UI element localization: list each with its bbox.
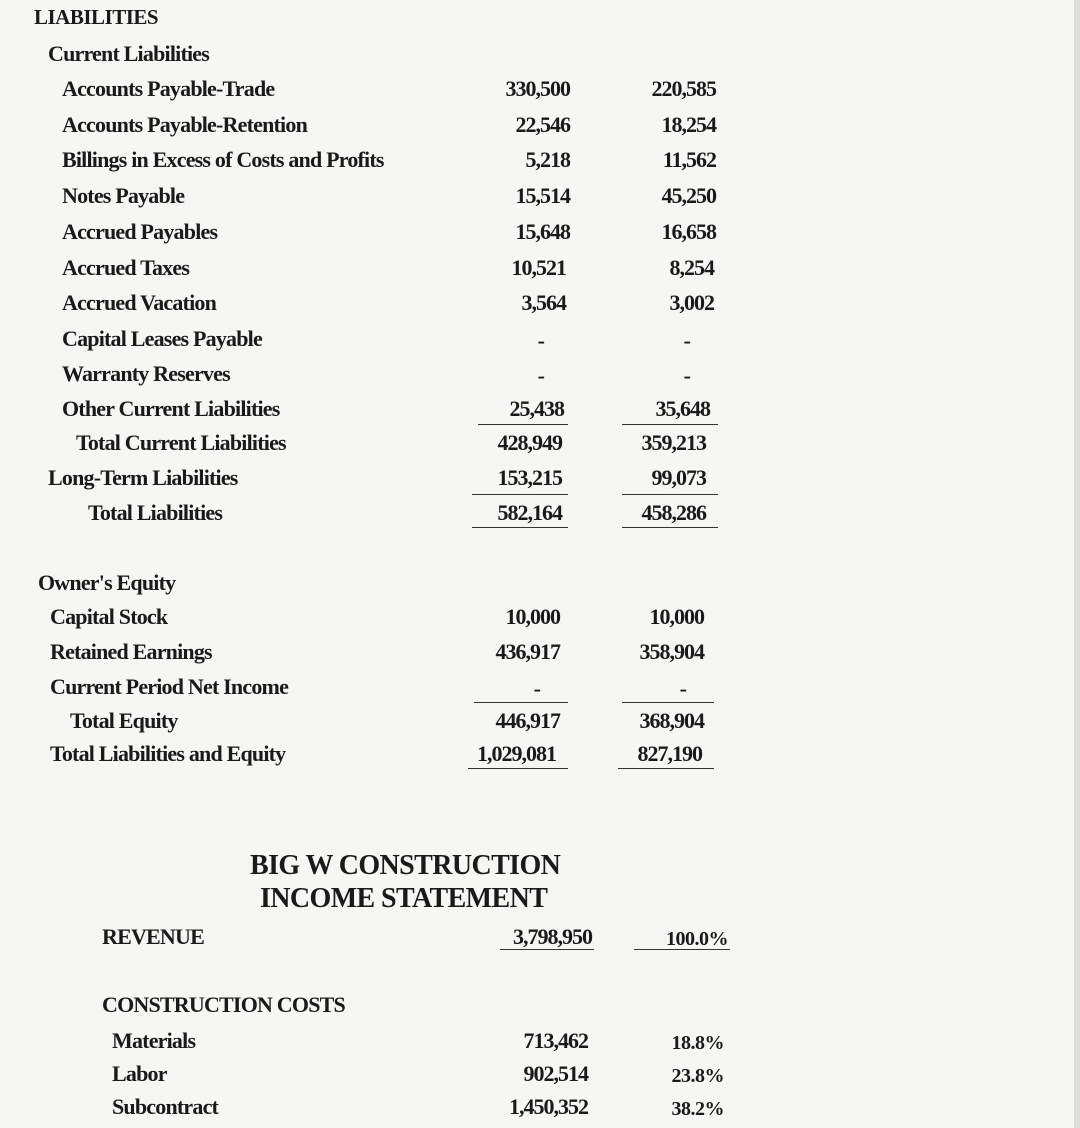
line-item-value-col1: - [537,363,544,388]
construction-costs-heading: CONSTRUCTION COSTS [102,992,345,1017]
cost-item-amount: 713,462 [523,1028,588,1053]
line-item-value-col2: - [683,363,690,388]
subtotal-rule [478,424,568,425]
line-item-value-col1: 330,500 [505,76,570,101]
line-item-value-col1: 15,514 [515,183,570,208]
subtotal-rule [474,702,568,703]
total-liabilities-equity-label: Total Liabilities and Equity [50,741,286,766]
long-term-liabilities-col1: 153,215 [497,465,562,490]
company-name: BIG W CONSTRUCTION [250,850,561,881]
total-current-liabilities-col1: 428,949 [497,430,562,455]
line-item-value-col2: 3,002 [669,290,714,315]
owners-equity-heading: Owner's Equity [38,570,176,595]
line-item-label: Accounts Payable-Retention [62,112,308,137]
line-item-label: Accounts Payable-Trade [62,76,275,101]
line-item-value-col1: 10,521 [511,255,566,280]
line-item-value-col1: 10,000 [505,604,560,629]
line-item-label: Warranty Reserves [62,361,230,386]
cost-item-amount: 1,450,352 [509,1094,588,1119]
line-item-value-col2: - [683,328,690,353]
line-item-value-col2: 8,254 [669,255,714,280]
revenue-label: REVENUE [102,924,204,949]
long-term-liabilities-label: Long-Term Liabilities [48,465,238,490]
total-liabilities-equity-col1: 1,029,081 [477,741,556,766]
revenue-percent: 100.0% [666,928,728,950]
current-liabilities-heading: Current Liabilities [48,41,210,66]
cost-item-percent: 18.8% [671,1032,724,1054]
line-item-value-col1: - [533,676,540,701]
long-term-liabilities-col2: 99,073 [651,465,706,490]
line-item-value-col1: - [537,328,544,353]
revenue-rule [500,949,594,950]
line-item-value-col1: 25,438 [509,396,564,421]
line-item-label: Accrued Payables [62,219,218,244]
line-item-value-col2: 11,562 [662,147,716,172]
cost-item-label: Materials [112,1028,196,1053]
total-rule [468,768,568,769]
cost-item-label: Labor [112,1061,167,1086]
line-item-label: Notes Payable [62,183,185,208]
page-edge [1074,0,1080,1128]
cost-item-percent: 38.2% [671,1098,724,1120]
line-item-label: Current Period Net Income [50,674,289,699]
subtotal-rule [622,702,714,703]
subtotal-rule [622,494,718,495]
subtotal-rule [472,494,568,495]
line-item-value-col1: 436,917 [495,639,560,664]
revenue-pct-rule [634,949,730,950]
total-equity-col1: 446,917 [495,708,560,733]
line-item-value-col2: - [679,676,686,701]
line-item-value-col2: 358,904 [639,639,704,664]
line-item-value-col2: 16,658 [661,219,716,244]
liabilities-heading: LIABILITIES [34,5,159,29]
line-item-value-col1: 22,546 [515,112,570,137]
total-liabilities-equity-col2: 827,190 [637,741,702,766]
total-equity-col2: 368,904 [639,708,704,733]
line-item-value-col2: 18,254 [661,112,716,137]
line-item-value-col2: 35,648 [655,396,710,421]
line-item-value-col1: 5,218 [525,147,570,172]
total-rule [618,768,714,769]
total-equity-label: Total Equity [70,708,178,733]
line-item-label: Retained Earnings [50,639,212,664]
line-item-value-col2: 45,250 [661,183,716,208]
total-liabilities-label: Total Liabilities [88,500,223,525]
line-item-label: Billings in Excess of Costs and Profits [62,147,384,172]
line-item-label: Capital Leases Payable [62,326,262,351]
total-liabilities-col2: 458,286 [641,500,706,525]
line-item-value-col2: 10,000 [649,604,704,629]
line-item-label: Accrued Taxes [62,255,190,280]
subtotal-rule [622,424,718,425]
line-item-value-col1: 15,648 [515,219,570,244]
total-liabilities-col1: 582,164 [497,500,562,525]
cost-item-percent: 23.8% [671,1065,724,1087]
line-item-label: Capital Stock [50,604,168,629]
total-rule [472,527,568,528]
line-item-value-col2: 220,585 [651,76,716,101]
cost-item-label: Subcontract [112,1094,219,1119]
total-rule [622,527,718,528]
line-item-label: Other Current Liabilities [62,396,280,421]
total-current-liabilities-label: Total Current Liabilities [76,430,286,455]
line-item-label: Accrued Vacation [62,290,217,315]
statement-title: INCOME STATEMENT [260,883,548,914]
revenue-amount: 3,798,950 [513,924,592,949]
total-current-liabilities-col2: 359,213 [641,430,706,455]
cost-item-amount: 902,514 [523,1061,588,1086]
line-item-value-col1: 3,564 [521,290,566,315]
